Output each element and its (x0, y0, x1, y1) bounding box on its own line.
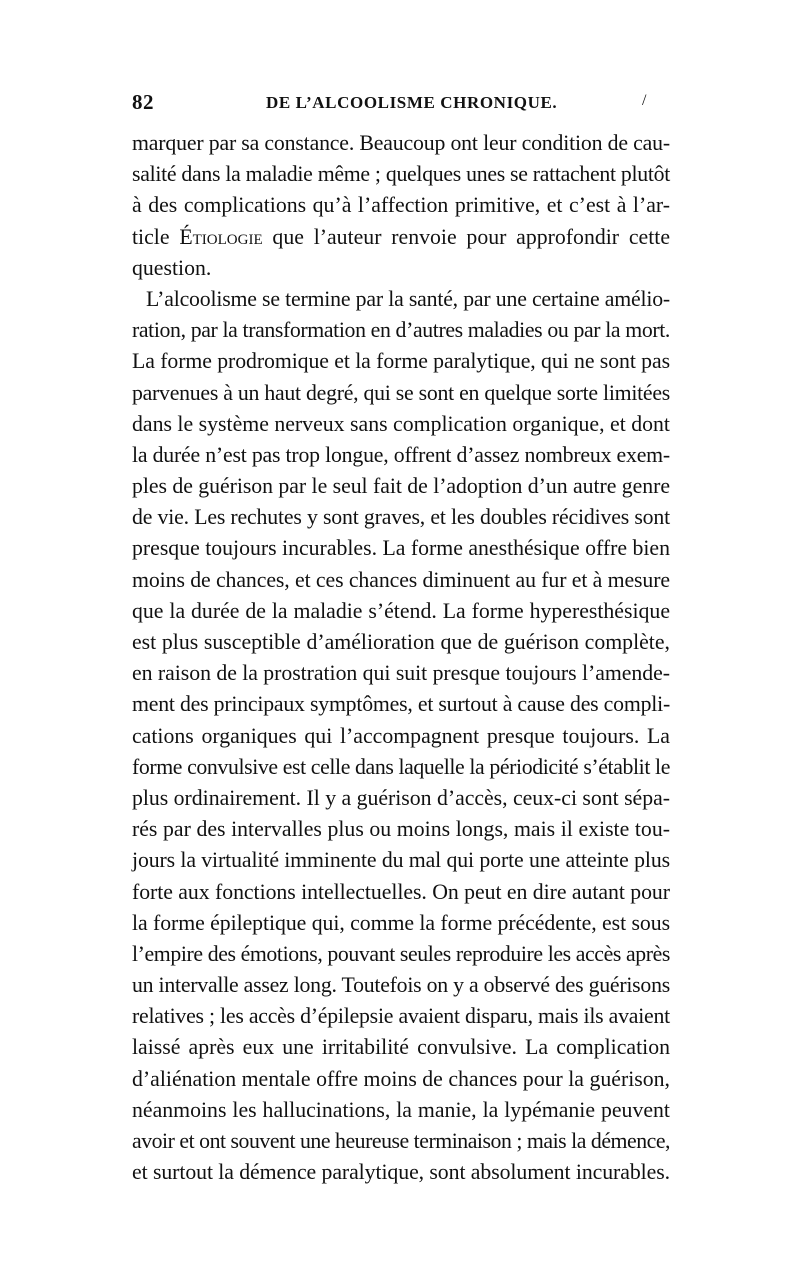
text-line: et surtout la démence paralytique, sont absolument incurables. (132, 1160, 670, 1185)
text-line: la forme épileptique qui, comme la forme précédente, est sous (132, 910, 670, 935)
text-line: de vie. Les rechutes y sont graves, et les doubles récidives sont (132, 505, 670, 530)
text-line: moins de chances, et ces chances diminuent au fur et à mesure (132, 567, 670, 592)
text-line: ration, par la transformation en d’autres maladies ou par la mort. (132, 318, 670, 343)
paragraph (132, 284, 670, 1220)
text-line: que la durée de la maladie s’étend. La forme hyperesthésique (132, 598, 670, 623)
text-line: dans le système nerveux sans complication organique, et dont (132, 411, 670, 436)
text-line: forme convulsive est celle dans laquelle la périodicité s’établit le (132, 754, 670, 779)
text-line: cations organiques qui l’accompagnent presque toujours. La (132, 723, 670, 748)
text-line: question. (132, 255, 212, 280)
text-line: plus ordinairement. Il y a guérison d’accès, ceux-ci sont sépa- (132, 785, 670, 810)
text-line: forte aux fonctions intellectuelles. On peut en dire autant pour (132, 879, 670, 904)
page-number: 82 (132, 90, 154, 114)
text-line (132, 1188, 670, 1219)
text-line: marquer par sa constance. Beaucoup ont leur condition de cau- (132, 131, 670, 155)
text-line: d’aliénation mentale offre moins de chances pour la guérison, (132, 1066, 670, 1091)
text-line: néanmoins les hallucinations, la manie, la lypémanie peuvent (132, 1097, 670, 1122)
text-line (132, 222, 670, 253)
text-line: relatives ; les accès d’épilepsie avaient disparu, mais ils avaient (132, 1004, 670, 1029)
smallcaps-term: Étiologie (179, 224, 263, 249)
text-line: salité dans la maladie même ; quelques unes se rattachent plutôt (132, 162, 670, 187)
text-line: est plus susceptible d’amélioration que de guérison complète, (132, 630, 670, 654)
text-line: La forme prodromique et la forme paralytique, qui ne sont pas (132, 349, 670, 374)
text-line: un intervalle assez long. Toutefois on y a observé des guérisons (132, 973, 670, 998)
text-line: presque toujours incurables. La forme anesthésique offre bien (132, 536, 670, 561)
text-line: ples de guérison par le seul fait de l’adoption d’un autre genre (132, 474, 670, 499)
text-line: l’empire des émotions, pouvant seules reproduire les accès après (132, 941, 670, 966)
text-line: jours la virtualité imminente du mal qui porte une atteinte plus (132, 848, 670, 873)
running-title: DE L’ALCOOLISME CHRONIQUE. (266, 93, 558, 112)
text-line: L’alcoolisme se termine par la santé, par une certaine amélio- (146, 286, 670, 311)
text-line: laissé après eux une irritabilité convulsive. La complication (132, 1035, 670, 1060)
text-line: la durée n’est pas trop longue, offrent d’assez nombreux exem- (132, 442, 670, 467)
text-line: parvenues à un haut degré, qui se sont en quelque sorte limitées (132, 380, 670, 405)
body-text (132, 128, 670, 1220)
stray-mark: / (642, 92, 647, 109)
text-line: en raison de la prostration qui suit presque toujours l’amende- (132, 661, 670, 686)
text-line: rés par des intervalles plus ou moins longs, mais il existe tou- (132, 817, 670, 842)
text-line: avoir et ont souvent une heureuse terminaison ; mais la démence, (132, 1129, 670, 1153)
paragraph (132, 128, 670, 284)
running-head (132, 90, 672, 120)
text-line: à des complications qu’à l’affection primitive, et c’est à l’ar- (132, 193, 670, 218)
text-segment: ticle (132, 224, 180, 249)
text-segment: que l’auteur renvoie pour approfondir cette (262, 224, 671, 249)
text-line: ment des principaux symptômes, et surtout à cause des compli- (132, 692, 670, 717)
